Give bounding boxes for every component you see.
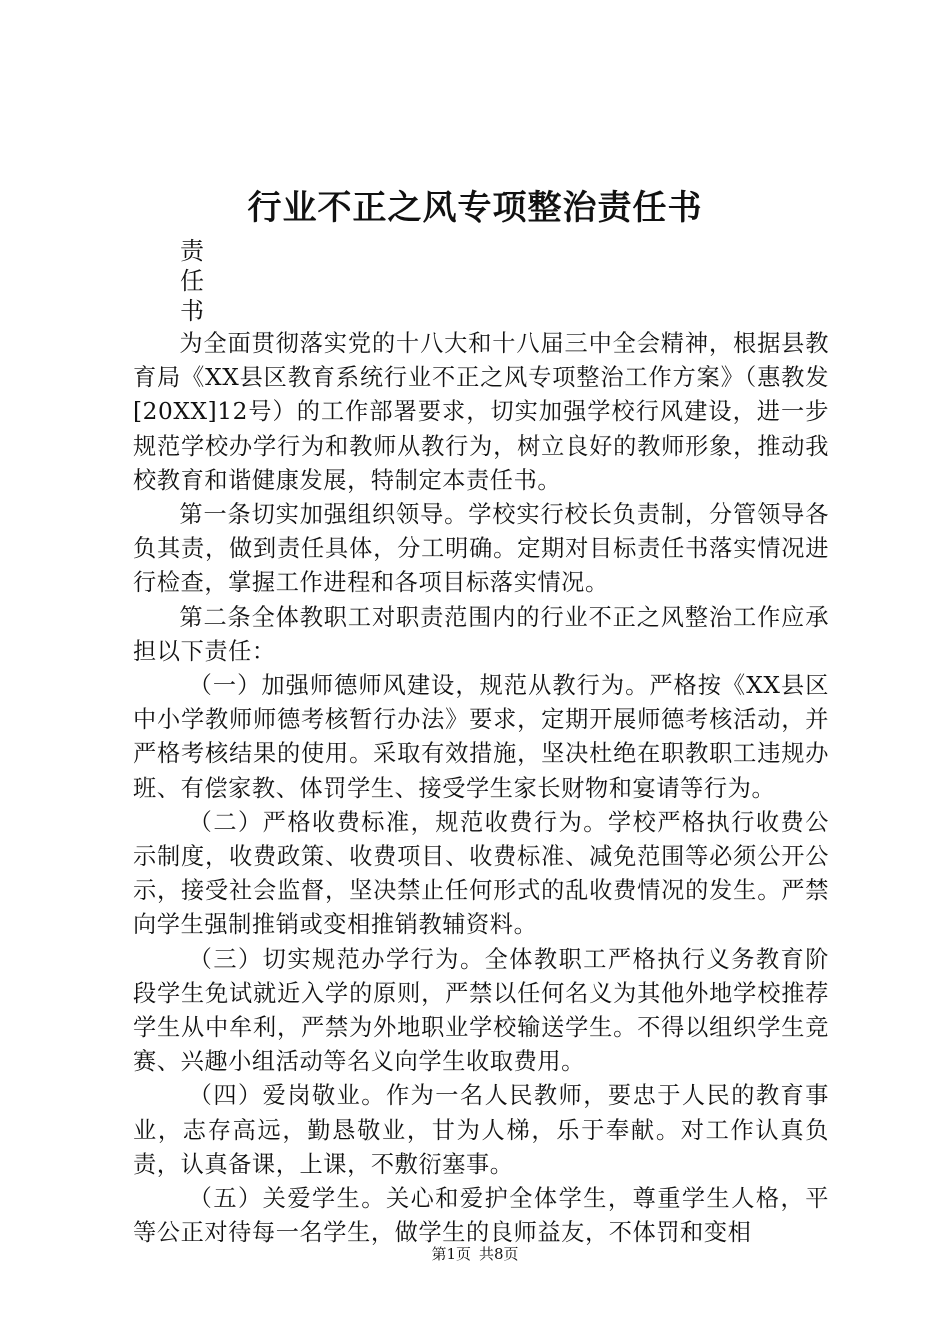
clause-four-paragraph: （四）爱岗敬业。作为一名人民教师，要忠于人民的教育事业，志存高远，勤恳敬业，甘为人梯，乐于奉献。对工作认真负责，认真备课，上课，不敷衍塞事。: [133, 1082, 829, 1178]
article-one-paragraph: 第一条切实加强组织领导。学校实行校长负责制，分管领导各负其责，做到责任具体，分工明确。定期对目标责任书落实情况进行检查，掌握工作进程和各项目标落实情况。: [133, 501, 829, 597]
clause-two-paragraph: （二）严格收费标准，规范收费行为。学校严格执行收费公示制度，收费政策、收费项目、收费标准、减免范围等必须公开公示，接受社会监督，坚决禁止任何形式的乱收费情况的发生。严禁向学生强制推销或变相推销教辅资料。: [133, 808, 829, 939]
page-total: 共8页: [479, 1245, 519, 1263]
clause-three-paragraph: （三）切实规范办学行为。全体教职工严格执行义务教育阶段学生免试就近入学的原则，严禁以任何名义为其他外地学校推荐学生从中牟利，严禁为外地职业学校输送学生。不得以组织学生竞赛、兴趣小组活动等名义向学生收取费用。: [133, 945, 829, 1076]
vertical-heading-char: 任: [180, 267, 204, 295]
page-number: 第1页: [431, 1245, 471, 1263]
clause-five-paragraph: （五）关爱学生。关心和爱护全体学生，尊重学生人格，平等公正对待每一名学生，做学生的良师益友，不体罚和变相: [133, 1185, 829, 1247]
intro-paragraph: 为全面贯彻落实党的十八大和十八届三中全会精神，根据县教育局《XX县区教育系统行业不正之风专项整治工作方案》（惠教发[20XX]12号）的工作部署要求，切实加强学校行风建设，进一步规范学校办学行为和教师从教行为，树立良好的教师形象，推动我校教育和谐健康发展，特制定本责任书。: [133, 330, 829, 494]
document-title: 行业不正之风专项整治责任书: [247, 188, 703, 228]
vertical-heading-char: 责: [180, 237, 204, 265]
vertical-heading: [180, 236, 210, 326]
article-two-paragraph: 第二条全体教职工对职责范围内的行业不正之风整治工作应承担以下责任：: [133, 603, 829, 665]
vertical-heading-char: 书: [180, 297, 204, 325]
page-footer: [0, 1243, 950, 1265]
document-body: [133, 327, 829, 1250]
clause-one-paragraph: （一）加强师德师风建设，规范从教行为。严格按《XX县区中小学教师师德考核暂行办法》要求，定期开展师德考核活动，并严格考核结果的使用。采取有效措施，坚决杜绝在职教职工违规办班、有偿家教、体罚学生、接受学生家长财物和宴请等行为。: [133, 672, 829, 802]
